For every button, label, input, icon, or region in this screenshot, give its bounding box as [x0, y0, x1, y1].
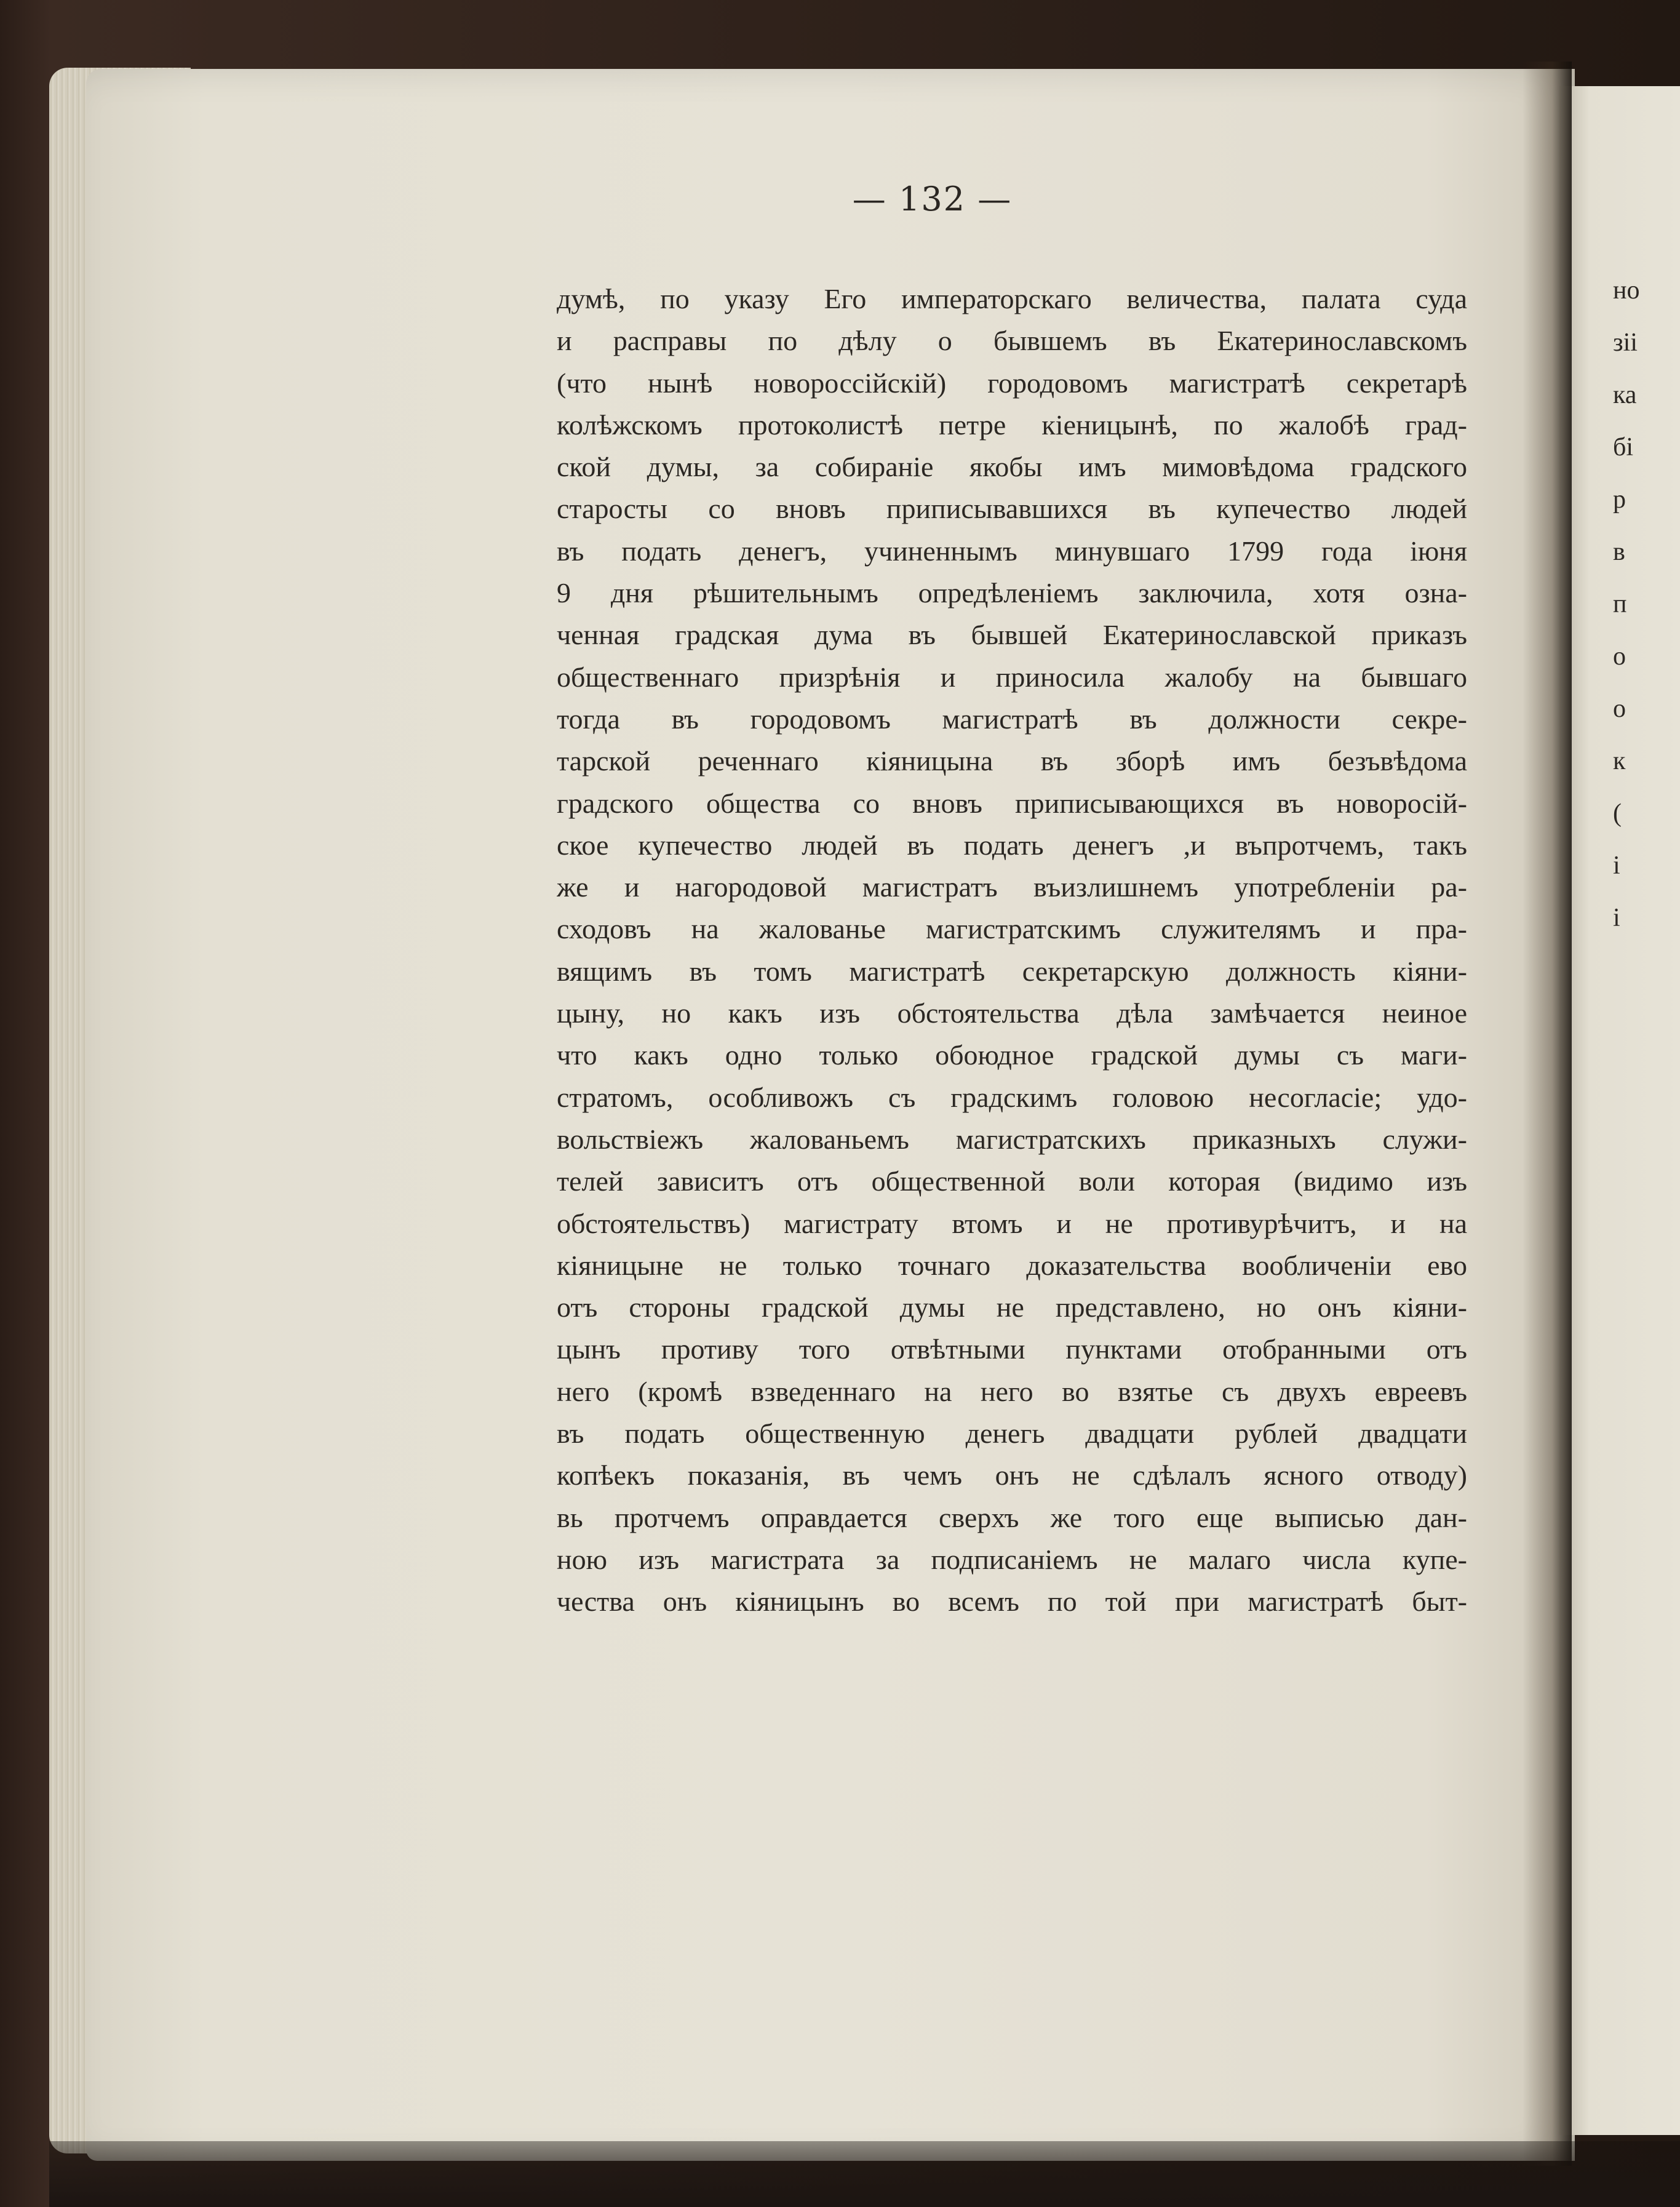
text-line: старосты со вновъ приписывавшихся въ купечество людей [557, 493, 1467, 525]
text-line: колѣжскомъ протоколистѣ петре кіеницынѣ, по жалобѣ град- [557, 409, 1467, 441]
facing-text-fragment: о [1613, 642, 1626, 671]
text-line: ское купечество людей въ подать денегъ ,и въпротчемъ, такъ [557, 829, 1467, 861]
bottom-shadow [49, 2141, 1680, 2207]
text-line: что какъ одно только обоюдное градской думы съ маги- [557, 1039, 1467, 1071]
page-number: — 132 — [852, 180, 1013, 218]
text-line: и расправы по дѣлу о бывшемъ въ Екатеринославскомъ [557, 325, 1467, 357]
text-line: цынъ противу того отвѣтными пунктами отобранными отъ [557, 1333, 1467, 1365]
text-line: кіяницыне не только точнаго доказательства вообличеніи ево [557, 1249, 1467, 1281]
text-line: обстоятельствъ) магистрату втомъ и не противурѣчитъ, и на [557, 1207, 1467, 1239]
text-line: телей зависитъ отъ общественной воли которая (видимо изъ [557, 1165, 1467, 1197]
text-line: вь протчемъ оправдается сверхъ же того еще выписью дан- [557, 1501, 1467, 1533]
body-text [557, 278, 1467, 1623]
text-line: (что нынѣ новороссійскій) городовомъ магистратѣ секретарѣ [557, 367, 1467, 399]
text-line: ской думы, за собираніе якобы имъ мимовѣдома градского [557, 451, 1467, 483]
text-line: общественнаго призрѣнія и приносила жалобу на бывшаго [557, 661, 1467, 693]
facing-text-fragment: ка [1613, 381, 1637, 409]
facing-text-fragment: зіі [1613, 329, 1638, 357]
text-line: въ подать денегъ, учиненнымъ минувшаго 1799 года іюня [557, 535, 1467, 567]
text-line: ченная градская дума въ бывшей Екатеринославской приказъ [557, 619, 1467, 651]
book-gutter [1523, 62, 1572, 2166]
text-line: думѣ, по указу Его императорскаго величества, палата суда [557, 283, 1467, 314]
text-line: 9 дня рѣшительнымъ опредѣленіемъ заключила, хотя озна- [557, 577, 1467, 609]
text-line: вящимъ въ томъ магистратѣ секретарскую должность кіяни- [557, 955, 1467, 987]
text-line: въ подать общественную денегь двадцати рублей двадцати [557, 1418, 1467, 1450]
text-line: ною изъ магистрата за подписаніемъ не малаго числа купе- [557, 1543, 1467, 1575]
facing-text-fragment: і [1613, 904, 1620, 932]
facing-text-fragment: і [1613, 852, 1620, 880]
text-line: тарской реченнаго кіяницына въ зборѣ имъ безъвѣдома [557, 745, 1467, 777]
facing-text-fragment: но [1613, 276, 1640, 305]
text-line: него (кромѣ взведеннаго на него во взятье съ двухъ евреевъ [557, 1375, 1467, 1407]
text-line: отъ стороны градской думы не представлено, но онъ кіяни- [557, 1291, 1467, 1323]
text-line: же и нагородовой магистратъ въизлишнемъ употребленіи ра- [557, 871, 1467, 903]
facing-text-fragment: ( [1613, 799, 1622, 828]
facing-text-fragment: о [1613, 695, 1626, 723]
text-line: копѣекъ показанія, въ чемъ онъ не сдѣлалъ ясного отводу) [557, 1459, 1467, 1491]
facing-page-text [1613, 265, 1680, 944]
facing-text-fragment: р [1613, 485, 1626, 514]
facing-text-fragment: к [1613, 747, 1626, 775]
text-line: сходовъ на жалованье магистратскимъ служителямъ и пра- [557, 913, 1467, 945]
text-line: чества онъ кіяницынъ во всемъ по той при магистратѣ быт- [557, 1586, 1467, 1618]
text-line: стратомъ, особливожъ съ градскимъ головою несогласіе; удо- [557, 1081, 1467, 1113]
facing-text-fragment: п [1613, 590, 1627, 618]
facing-text-fragment: в [1613, 538, 1625, 566]
facing-text-fragment: бі [1613, 433, 1634, 461]
text-line: тогда въ городовомъ магистратѣ въ должности секре- [557, 703, 1467, 735]
text-line: вольствіежъ жалованьемъ магистратскихъ приказныхъ служи- [557, 1123, 1467, 1155]
text-line: цыну, но какъ изъ обстоятельства дѣла замѣчается неиное [557, 997, 1467, 1029]
text-line: градского общества со вновъ приписывающихся въ новоросій- [557, 787, 1467, 819]
